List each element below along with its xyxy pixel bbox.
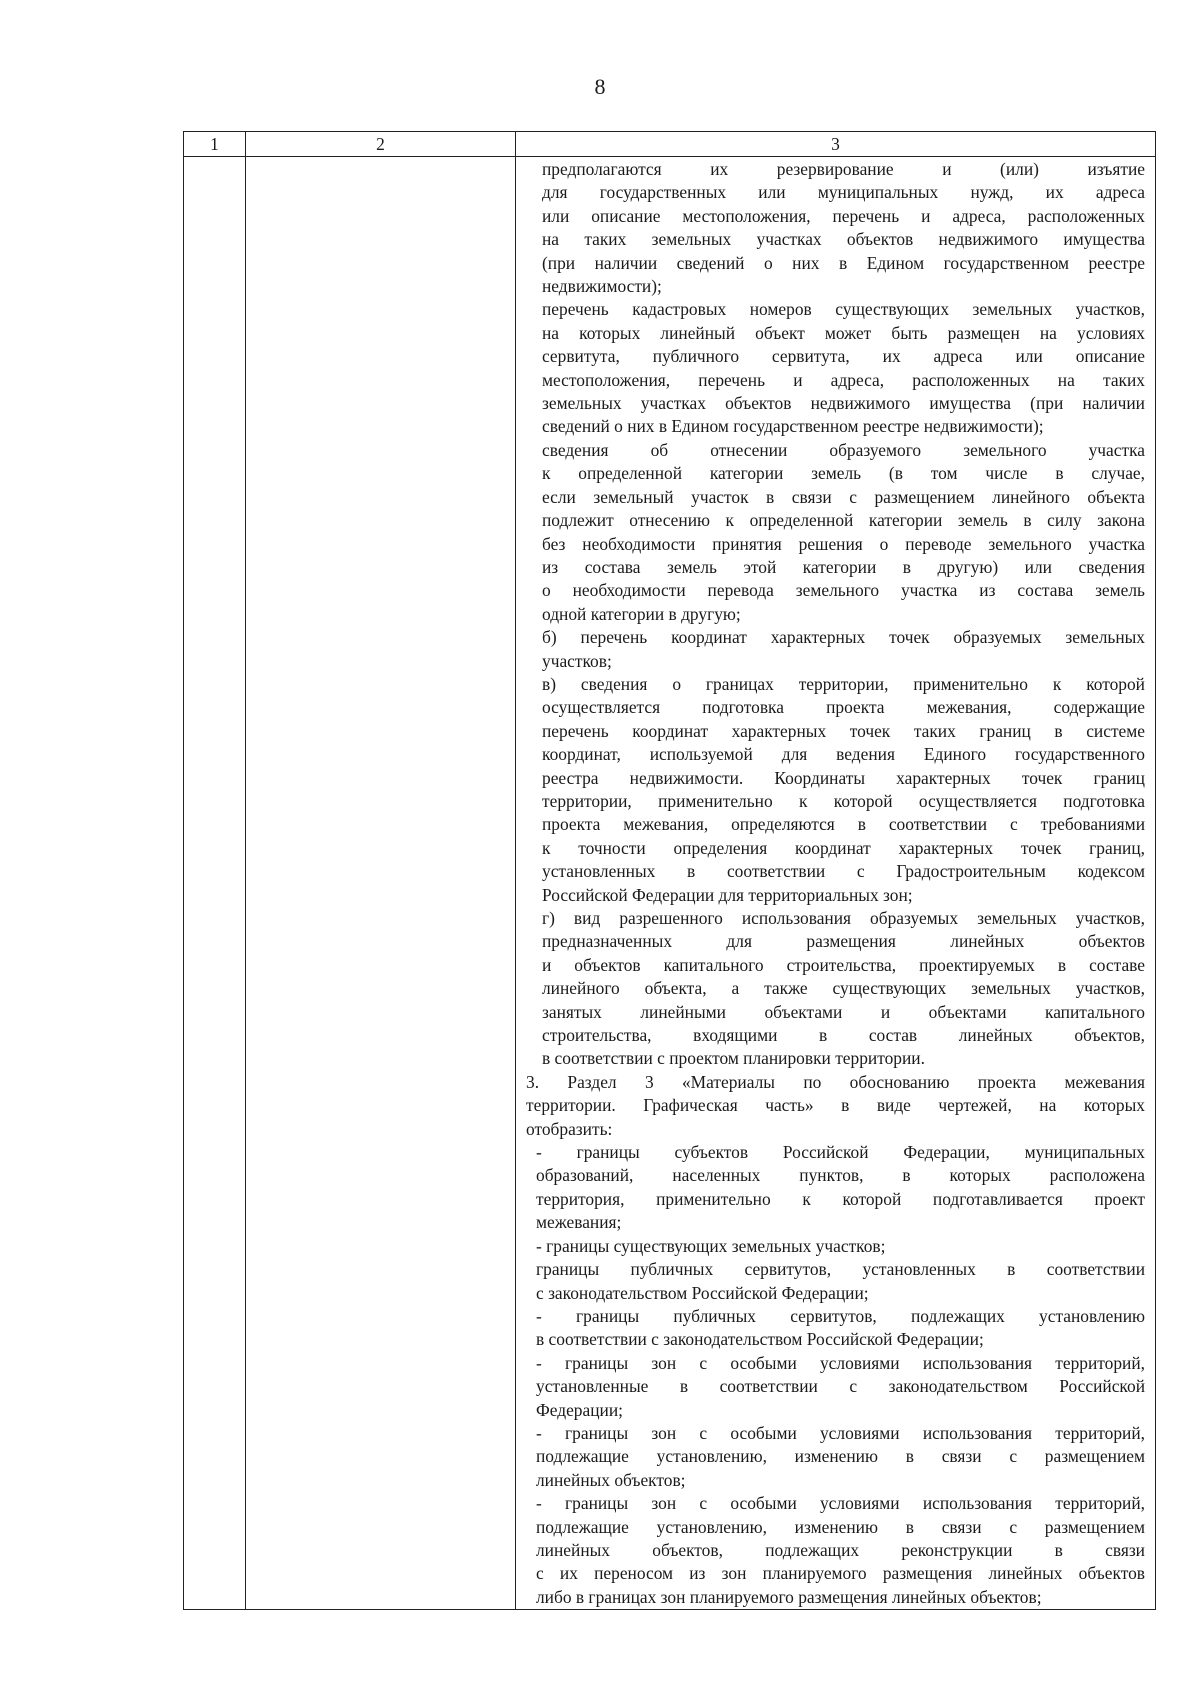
text-line: недвижимости); <box>542 276 662 297</box>
table-row <box>184 157 1156 1610</box>
text-line: реестра недвижимости. Координаты характерных точек границ <box>542 767 1145 788</box>
text-line: проекта межевания, определяются в соответствии с требованиями <box>542 814 1145 835</box>
text-line: - границы зон с особыми условиями использования территорий, <box>536 1352 1145 1373</box>
table-header-row <box>184 132 1156 157</box>
text-line: установленных в соответствии с Градостроительным кодексом <box>542 861 1145 882</box>
text-line: с законодательством Российской Федерации; <box>536 1282 869 1303</box>
text-line: г) вид разрешенного использования образуемых земельных участков, <box>542 908 1145 928</box>
text-line: - границы публичных сервитутов, подлежащих установлению <box>536 1305 1145 1326</box>
text-line: с их переносом из зон планируемого размещения линейных объектов <box>536 1563 1145 1584</box>
text-line: (при наличии сведений о них в Едином государственном реестре <box>542 252 1145 273</box>
column-header-1: 1 <box>184 132 246 157</box>
text-line: установленные в соответствии с законодательством Российской <box>536 1376 1145 1397</box>
text-line: - границы субъектов Российской Федерации, муниципальных <box>536 1142 1145 1163</box>
text-line: строительства, входящими в состав линейных объектов, <box>542 1025 1145 1046</box>
text-line: либо в границах зон планируемого размещения линейных объектов; <box>536 1586 1042 1607</box>
text-line: для государственных или муниципальных нужд, их адреса <box>542 182 1145 203</box>
cell-column-3 <box>516 157 1156 1610</box>
text-line: межевания; <box>536 1212 622 1233</box>
text-line: сведения об отнесении образуемого земельного участка <box>542 439 1145 460</box>
text-line: перечень кадастровых номеров существующих земельных участков, <box>542 299 1145 320</box>
cell-column-2 <box>246 157 516 1610</box>
text-line: Федерации; <box>536 1399 623 1420</box>
text-line: занятых линейными объектами и объектами капитального <box>542 1001 1145 1022</box>
text-line: в) сведения о границах территории, применительно к которой <box>542 673 1145 694</box>
document-table <box>183 131 1156 1610</box>
text-line: подлежащие установлению, изменению в связи с размещением <box>536 1516 1145 1537</box>
text-line: - границы зон с особыми условиями использования территорий, <box>536 1422 1145 1443</box>
text-line: б) перечень координат характерных точек образуемых земельных <box>542 627 1145 648</box>
text-line: на таких земельных участках объектов недвижимого имущества <box>542 229 1145 250</box>
text-line: Российской Федерации для территориальных зон; <box>542 884 913 905</box>
text-line: подлежит отнесению к определенной категории земель в силу закона <box>542 510 1145 531</box>
text-line: координат, используемой для ведения Единого государственного <box>542 744 1145 765</box>
text-line: отобразить: <box>526 1118 613 1139</box>
text-line: линейных объектов, подлежащих реконструкции в связи <box>536 1539 1145 1560</box>
text-line: границы публичных сервитутов, установленных в соответствии <box>536 1259 1145 1280</box>
text-line: - границы зон с особыми условиями использования территорий, <box>536 1493 1145 1514</box>
text-line: на которых линейный объект может быть размещен на условиях <box>542 322 1145 343</box>
text-line: и объектов капитального строительства, проектируемых в составе <box>542 954 1145 975</box>
page-number: 8 <box>594 74 606 99</box>
text-line: в соответствии с проектом планировки территории. <box>542 1048 925 1069</box>
text-line: или описание местоположения, перечень и адреса, расположенных <box>542 205 1145 226</box>
text-line: местоположения, перечень и адреса, расположенных на таких <box>542 369 1145 390</box>
text-line: территории, применительно к которой осуществляется подготовка <box>542 790 1145 811</box>
cell-column-1 <box>184 157 246 1610</box>
text-line: линейных объектов; <box>536 1469 686 1490</box>
text-line: предполагаются их резервирование и (или) изъятие <box>542 159 1145 179</box>
text-line: без необходимости принятия решения о переводе земельного участка <box>542 533 1145 554</box>
text-line: если земельный участок в связи с размещением линейного объекта <box>542 486 1145 507</box>
text-line: одной категории в другую; <box>542 603 741 624</box>
column-header-3: 3 <box>516 132 1156 157</box>
text-line: к определенной категории земель (в том числе в случае, <box>542 463 1145 484</box>
text-line: в соответствии с законодательством Российской Федерации; <box>536 1329 984 1350</box>
text-line: предназначенных для размещения линейных объектов <box>542 931 1145 952</box>
text-line: участков; <box>542 650 612 671</box>
text-line: к точности определения координат характерных точек границ, <box>542 837 1145 858</box>
text-line: - границы существующих земельных участков; <box>536 1235 886 1256</box>
text-line: из состава земель этой категории в другую) или сведения <box>542 556 1145 577</box>
text-line: сведений о них в Едином государственном реестре недвижимости); <box>542 416 1044 437</box>
text-line: осуществляется подготовка проекта межевания, содержащие <box>542 697 1145 718</box>
requirements-text <box>516 157 1155 1609</box>
column-header-2: 2 <box>246 132 516 157</box>
text-line: 3. Раздел 3 «Материалы по обоснованию проекта межевания <box>526 1071 1145 1092</box>
text-line: о необходимости перевода земельного участка из состава земель <box>542 580 1145 601</box>
text-line: территории. Графическая часть» в виде чертежей, на которых <box>526 1095 1145 1116</box>
text-line: территория, применительно к которой подготавливается проект <box>536 1188 1145 1209</box>
text-line: образований, населенных пунктов, в которых расположена <box>536 1165 1145 1186</box>
text-line: перечень координат характерных точек таких границ в системе <box>542 720 1145 741</box>
text-line: сервитута, публичного сервитута, их адреса или описание <box>542 346 1145 367</box>
text-line: линейного объекта, а также существующих земельных участков, <box>542 978 1145 999</box>
text-line: земельных участках объектов недвижимого имущества (при наличии <box>542 393 1145 414</box>
text-line: подлежащие установлению, изменению в связи с размещением <box>536 1446 1145 1467</box>
